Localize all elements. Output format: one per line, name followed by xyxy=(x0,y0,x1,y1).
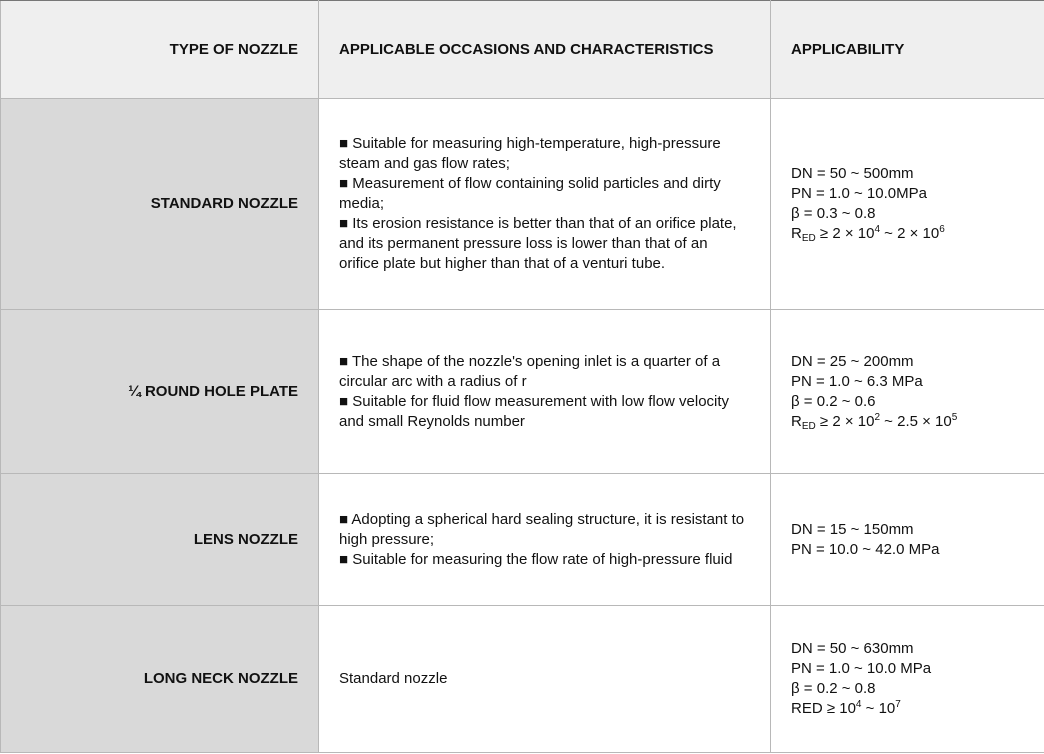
characteristic-item: ■ The shape of the nozzle's opening inlet is a quarter of a circular arc with a radius of r xyxy=(339,352,721,390)
nozzle-type: LENS NOZZLE xyxy=(1,474,319,606)
characteristics-cell xyxy=(319,606,771,753)
characteristic-item: ■ Its erosion resistance is better than that of an orifice plate, and its permanent pressure loss is lower than that of an orifice plate but higher than that of a venturi tube. xyxy=(339,215,737,272)
characteristic-item: ■ Adopting a spherical hard sealing structure, it is resistant to high pressure; xyxy=(339,510,745,548)
characteristic-item: ■ Suitable for fluid flow measurement with low flow velocity and small Reynolds number xyxy=(339,392,730,430)
header-applicability: APPLICABILITY xyxy=(771,1,1044,99)
dn-range: DN = 50 ~ 500mm xyxy=(791,165,914,182)
table-row xyxy=(1,99,1044,310)
header-row xyxy=(1,1,1044,99)
pn-range: PN = 1.0 ~ 6.3 MPa xyxy=(791,372,923,390)
header-occasions: APPLICABLE OCCASIONS AND CHARACTERISTICS xyxy=(319,1,771,99)
applicability-cell xyxy=(771,99,1044,310)
dn-range: DN = 25 ~ 200mm xyxy=(791,352,914,370)
table-row xyxy=(1,474,1044,606)
applicability-cell xyxy=(771,310,1044,474)
pn-range: PN = 1.0 ~ 10.0 MPa xyxy=(791,660,932,677)
characteristics-cell xyxy=(319,310,771,474)
applicability-cell xyxy=(771,606,1044,753)
nozzle-type: LONG NECK NOZZLE xyxy=(1,606,319,753)
dn-range: DN = 15 ~ 150mm xyxy=(791,520,914,538)
reynolds-range: $R_{ED} \ge 2 \times 10^4$ ~ $2 \times 10^6$ xyxy=(791,224,945,244)
characteristic-item: ■ Measurement of flow containing solid particles and dirty media; xyxy=(339,175,721,212)
pn-range: PN = 1.0 ~ 10.0MPa xyxy=(791,185,927,202)
characteristic-item: ■ Suitable for measuring high-temperature, high-pressure steam and gas flow rates; xyxy=(339,135,721,172)
pn-range: PN = 10.0 ~ 42.0 MPa xyxy=(791,540,940,558)
table-row xyxy=(1,310,1044,474)
beta-range: β = 0.2 ~ 0.6 xyxy=(791,392,876,410)
reynolds-range: $R_{ED} \ge 2 \times 10^2$ ~ $2.5 \times 10^5$ xyxy=(791,411,958,432)
dn-range: DN = 50 ~ 630mm xyxy=(791,640,914,657)
characteristics-cell xyxy=(319,99,771,310)
characteristic-item: Standard nozzle xyxy=(339,670,448,687)
characteristics-cell xyxy=(319,474,771,606)
beta-range: β = 0.2 ~ 0.8 xyxy=(791,680,876,697)
reynolds-range: RED ≥ $10^4$ ~ $10^7$ xyxy=(791,699,901,717)
characteristic-item: ■ Suitable for measuring the flow rate of high-pressure fluid xyxy=(339,550,733,568)
nozzle-type: STANDARD NOZZLE xyxy=(1,99,319,310)
applicability-cell xyxy=(771,474,1044,606)
beta-range: β = 0.3 ~ 0.8 xyxy=(791,205,876,222)
table-row xyxy=(1,606,1044,753)
header-type: TYPE OF NOZZLE xyxy=(1,1,319,99)
nozzle-type: ¼ ROUND HOLE PLATE xyxy=(1,310,319,474)
